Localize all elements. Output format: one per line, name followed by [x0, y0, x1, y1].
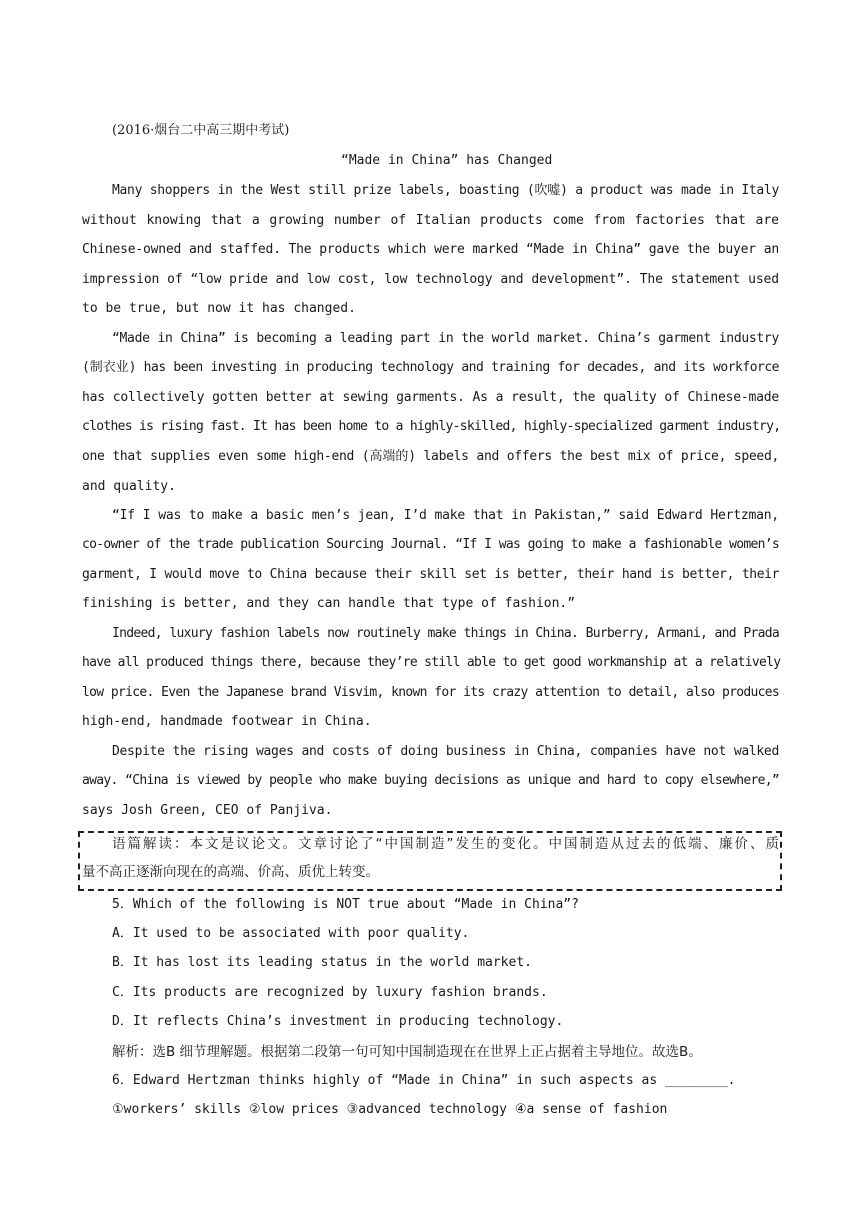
p1-line-1: Many shoppers in the West still prize labels, boasting (吹嘘) a product was made in Italy	[112, 183, 779, 198]
p3-line-3: garment, I would move to China because their skill set is better, their hand is better, their	[82, 567, 779, 582]
p1-line-4: impression of “low pride and low cost, low technology and development”. The statement used	[82, 272, 779, 287]
p4-line-2: have all produced things there, because they’re still able to get good workmanship at a relatively	[82, 655, 781, 670]
p2-line-2: (制衣业) has been investing in producing technology and training for decades, and its workforce	[82, 360, 779, 375]
p3-line-2: co-owner of the trade publication Sourcing Journal. “If I was going to make a fashionable women’s	[82, 537, 779, 552]
q5-option-b: B．It has lost its leading status in the world market.	[112, 955, 532, 970]
source-label: (2016·烟台二中高三期中考试)	[112, 123, 290, 138]
q6-choices: ①workers’ skills ②low prices ③advanced technology ④a sense of fashion	[112, 1102, 668, 1117]
p5-line-2: away. “China is viewed by people who make buying decisions as unique and hard to copy elsewhere,”	[82, 773, 779, 788]
p1-line-5: to be true, but now it has changed.	[82, 301, 356, 316]
p2-line-6: and quality.	[82, 479, 176, 494]
p2-line-5: one that supplies even some high-end (高端的) labels and offers the best mix of price, speed,	[82, 449, 779, 464]
q5-option-d: D．It reflects China’s investment in producing technology.	[112, 1014, 564, 1029]
p2-line-3: has collectively gotten better at sewing garments. As a result, the quality of Chinese-made	[82, 390, 779, 405]
analysis-line-1: 语篇解读：本文是议论文。文章讨论了“中国制造”发生的变化。中国制造从过去的低端、廉价、质	[112, 836, 779, 852]
p5-line-3: says Josh Green, CEO of Panjiva.	[82, 803, 333, 818]
p2-line-1: “Made in China” is becoming a leading part in the world market. China’s garment industry	[112, 331, 779, 346]
p4-line-3: low price. Even the Japanese brand Visvim, known for its crazy attention to detail, also produces	[82, 685, 779, 700]
q5-explanation: 解析：选B 细节理解题。根据第二段第一句可知中国制造现在在世界上正占据着主导地位。故选B。	[112, 1044, 702, 1060]
p3-line-4: finishing is better, and they can handle that type of fashion.”	[82, 596, 576, 611]
q6-stem: 6．Edward Hertzman thinks highly of “Made in China” in such aspects as ________.	[112, 1073, 736, 1088]
passage-title: “Made in China” has Changed	[341, 153, 553, 168]
p4-line-4: high-end, handmade footwear in China.	[82, 714, 372, 729]
p3-line-1: “If I was to make a basic men’s jean, I’d make that in Pakistan,” said Edward Hertzman,	[112, 508, 779, 523]
analysis-line-2: 量不高正逐渐向现在的高端、价高、质优上转变。	[82, 864, 379, 880]
p1-line-3: Chinese-owned and staffed. The products which were marked “Made in China” gave the buyer an	[82, 242, 779, 257]
q5-option-c: C．Its products are recognized by luxury fashion brands.	[112, 985, 548, 1000]
q5-stem: 5．Which of the following is NOT true about “Made in China”?	[112, 897, 579, 912]
q5-option-a: A．It used to be associated with poor quality.	[112, 926, 470, 941]
p1-line-2: without knowing that a growing number of Italian products come from factories that are	[82, 213, 779, 228]
p5-line-1: Despite the rising wages and costs of doing business in China, companies have not walked	[112, 744, 779, 759]
p4-line-1: Indeed, luxury fashion labels now routinely make things in China. Burberry, Armani, and Prada	[112, 626, 779, 641]
p2-line-4: clothes is rising fast. It has been home to a highly-skilled, highly-specialized garment industry,	[82, 419, 781, 434]
